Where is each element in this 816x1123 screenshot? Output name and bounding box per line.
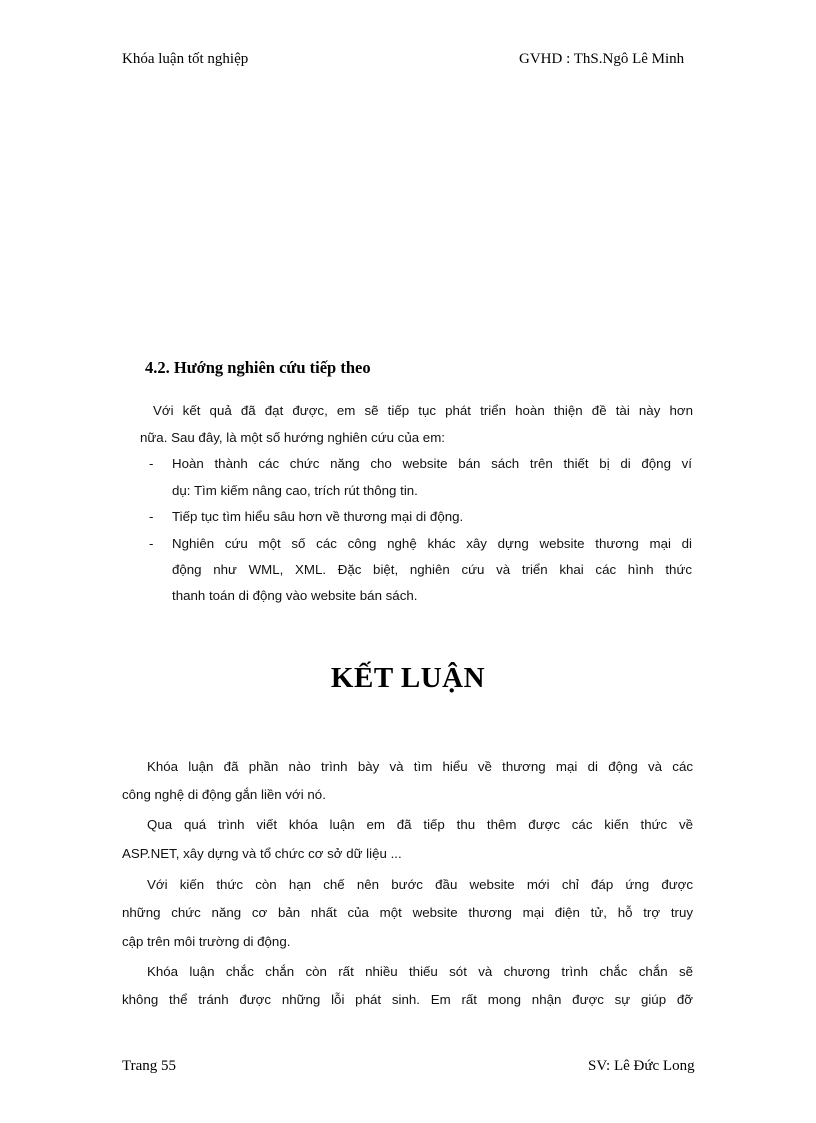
- student-name: SV: Lê Đức Long: [588, 1058, 695, 1074]
- bullet-marker: -: [149, 509, 154, 524]
- paragraph-line: những chức năng cơ bản nhất của một website thương mại điện tử, hỗ trợ truy: [122, 905, 693, 920]
- paragraph-line: Qua quá trình viết khóa luận em đã tiếp thu thêm được các kiến thức về: [147, 817, 693, 832]
- paragraph-line: không thể tránh được những lỗi phát sinh. Em rất mong nhận được sự giúp đỡ: [122, 992, 693, 1007]
- section-heading: 4.2. Hướng nghiên cứu tiếp theo: [145, 358, 371, 377]
- list-item-line: Nghiên cứu một số các công nghệ khác xây dựng website thương mại di: [172, 536, 692, 551]
- paragraph-line: Khóa luận chắc chắn còn rất nhiều thiếu sót và chương trình chắc chắn sẽ: [147, 964, 693, 979]
- header-advisor: GVHD : ThS.Ngô Lê Minh: [519, 51, 685, 67]
- list-item-line: Hoàn thành các chức năng cho website bán sách trên thiết bị di động ví: [172, 456, 692, 471]
- list-item-line: thanh toán di động vào website bán sách.: [172, 588, 418, 603]
- text-line: nữa. Sau đây, là một số hướng nghiên cứu của em:: [140, 430, 445, 445]
- paragraph-line: Khóa luận đã phần nào trình bày và tìm hiểu về thương mại di động và các: [147, 759, 693, 774]
- conclusion-title: KẾT LUẬN: [330, 662, 486, 694]
- header-thesis-label: Khóa luận tốt nghiệp: [122, 51, 249, 67]
- paragraph-line: Với kiến thức còn hạn chế nên bước đầu website mới chỉ đáp ứng được: [147, 877, 693, 892]
- bullet-marker: -: [149, 536, 154, 551]
- page-number: Trang 55: [122, 1058, 177, 1074]
- paragraph-line: ASP.NET, xây dựng và tổ chức cơ sở dữ liệu ...: [122, 846, 402, 861]
- list-item-line: động như WML, XML. Đặc biệt, nghiên cứu và triển khai các hình thức: [172, 562, 692, 577]
- list-item-line: dụ: Tìm kiếm nâng cao, trích rút thông tin.: [172, 483, 418, 498]
- bullet-marker: -: [149, 456, 154, 471]
- text-line: Với kết quả đã đạt được, em sẽ tiếp tục phát triển hoàn thiện đề tài này hơn: [153, 403, 693, 418]
- paragraph-line: cập trên môi trường di động.: [122, 934, 291, 949]
- list-item-line: Tiếp tục tìm hiểu sâu hơn về thương mại di động.: [172, 509, 464, 524]
- paragraph-line: công nghệ di động gắn liền với nó.: [122, 787, 326, 802]
